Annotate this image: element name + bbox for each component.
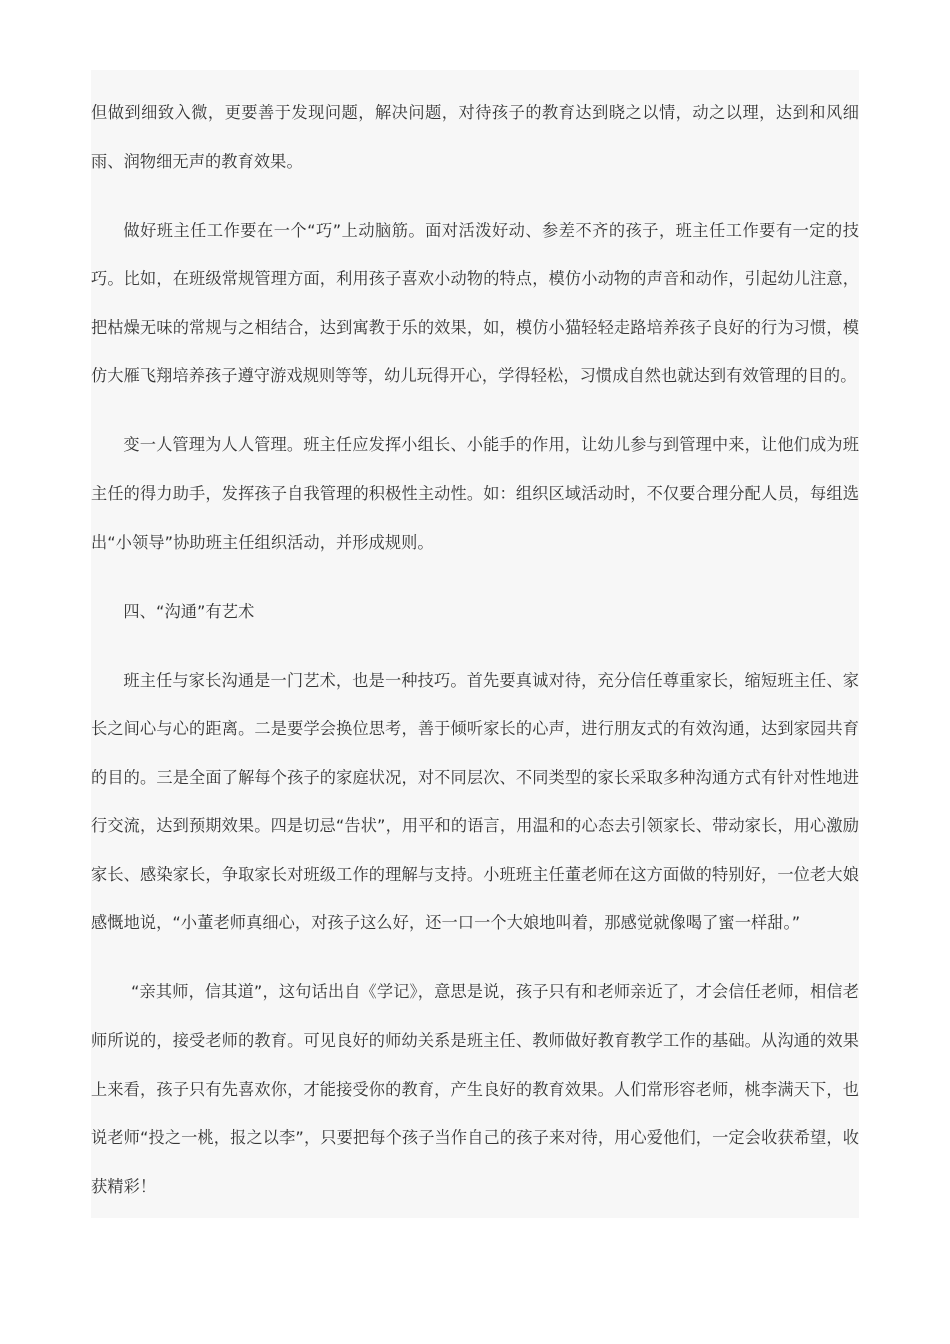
paragraph-parent-communication: 班主任与家长沟通是一门艺术，也是一种技巧。首先要真诚对待，充分信任尊重家长，缩短班主任、家长之间心与心的距离。二是要学会换位思考，善于倾听家长的心声，进行朋友式的有效沟通，达到家园共育的目的。三是全面了解每个孩子的家庭状况，对不同层次、不同类型的家长采取多种沟通方式有针对性地进行交流，达到预期效果。四是切忌“告状”，用平和的语言，用温和的心态去引领家长、带动家长，用心激励家长、感染家长，争取家长对班级工作的理解与支持。小班班主任董老师在这方面做的特别好，一位老大娘感慨地说，“小董老师真细心，对孩子这么好，还一口一个大娘地叫着，那感觉就像喝了蜜一样甜。” — [91, 670, 859, 933]
paragraph-continued: 但做到细致入微，更要善于发现问题，解决问题，对待孩子的教育达到晓之以情，动之以理，达到和风细雨、润物细无声的教育效果。 — [91, 103, 859, 171]
paragraph-shared-management: 变一人管理为人人管理。班主任应发挥小组长、小能手的作用，让幼儿参与到管理中来，让他们成为班主任的得力助手，发挥孩子自我管理的积极性主动性。如：组织区域活动时，不仅要合理分配人员，每组选出“小领导”协助班主任组织活动，并形成规则。 — [91, 435, 859, 552]
paragraph-teacher-relationship: “亲其师，信其道”，这句话出自《学记》，意思是说，孩子只有和老师亲近了，才会信任老师，相信老师所说的，接受老师的教育。可见良好的师幼关系是班主任、教师做好教育教学工作的基础。从沟通的效果上来看，孩子只有先喜欢你，才能接受你的教育，产生良好的教育效果。人们常形容老师，桃李满天下，也说老师“投之一桃，报之以李”，只要把每个孩子当作自己的孩子来对待，用心爱他们，一定会收获希望，收获精彩！ — [91, 982, 859, 1196]
document-body — [91, 89, 859, 1232]
paragraph-technique: 做好班主任工作要在一个“巧”上动脑筋。面对活泼好动、参差不齐的孩子，班主任工作要有一定的技巧。比如，在班级常规管理方面，利用孩子喜欢小动物的特点，模仿小动物的声音和动作，引起幼儿注意，把枯燥无味的常规与之相结合，达到寓教于乐的效果，如，模仿小猫轻轻走路培养孩子良好的行为习惯，模仿大雁飞翔培养孩子遵守游戏规则等等，幼儿玩得开心，学得轻松，习惯成自然也就达到有效管理的目的。 — [91, 220, 859, 386]
section-heading-communication: 四、“沟通”有艺术 — [123, 601, 255, 621]
